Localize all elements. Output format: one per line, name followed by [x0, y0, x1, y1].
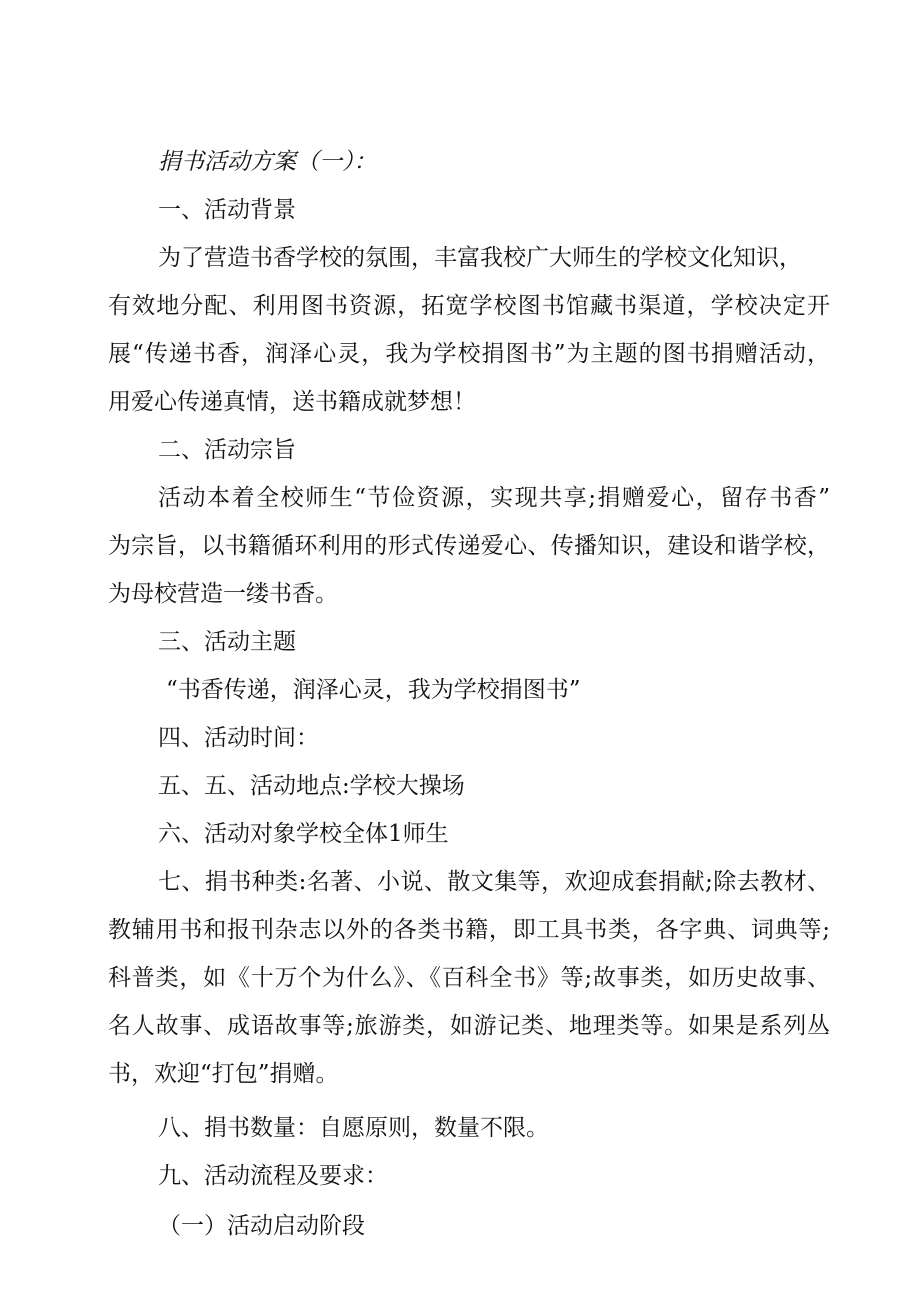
subsection-heading-launch: （一）活动启动阶段 [158, 1213, 365, 1239]
section-heading-process: 九、活动流程及要求： [158, 1163, 388, 1189]
paragraph-line: 科普类，如《十万个为什么》、《百科全书》等;故事类，如历史故事、 [108, 965, 830, 991]
paragraph-line: 有效地分配、利用图书资源，拓宽学校图书馆藏书渠道，学校决定开 [108, 293, 830, 319]
section-heading-background: 一、活动背景 [158, 197, 296, 223]
section-heading-theme: 三、活动主题 [158, 629, 296, 655]
section-heading-purpose: 二、活动宗旨 [158, 437, 296, 463]
paragraph-line: 为宗旨，以书籍循环利用的形式传递爱心、传播知识，建设和谐学校， [108, 533, 830, 559]
paragraph-line: 书，欢迎“打包”捐赠。 [108, 1061, 339, 1087]
document-title: 捐书活动方案（一）： [158, 149, 377, 175]
paragraph-line: 为了营造书香学校的氛围，丰富我校广大师生的学校文化知识， [158, 245, 802, 271]
paragraph-line: 展“传递书香，润泽心灵，我为学校捐图书”为主题的图书捐赠活动， [108, 341, 830, 367]
section-heading-time: 四、活动时间： [158, 725, 319, 751]
paragraph-line: 活动本着全校师生“节俭资源，实现共享;捐赠爱心，留存书香” [158, 485, 830, 511]
paragraph-line: 名人故事、成语故事等;旅游类，如游记类、地理类等。如果是系列丛 [108, 1013, 830, 1039]
paragraph-line: 为母校营造一缕书香。 [108, 581, 338, 607]
section-heading-quantity: 八、捐书数量：自愿原则，数量不限。 [158, 1115, 549, 1141]
section-heading-audience: 六、活动对象学校全体1师生 [158, 821, 449, 847]
paragraph-line: 用爱心传递真情，送书籍成就梦想！ [108, 389, 476, 415]
paragraph-line: 教辅用书和报刊杂志以外的各类书籍，即工具书类，各字典、词典等; [108, 917, 830, 943]
paragraph-line: 七、捐书种类:名著、小说、散文集等，欢迎成套捐献;除去教材、 [158, 869, 830, 895]
theme-quote: “书香传递，润泽心灵，我为学校捐图书” [166, 677, 581, 703]
section-heading-location: 五、五、活动地点:学校大操场 [158, 773, 465, 799]
